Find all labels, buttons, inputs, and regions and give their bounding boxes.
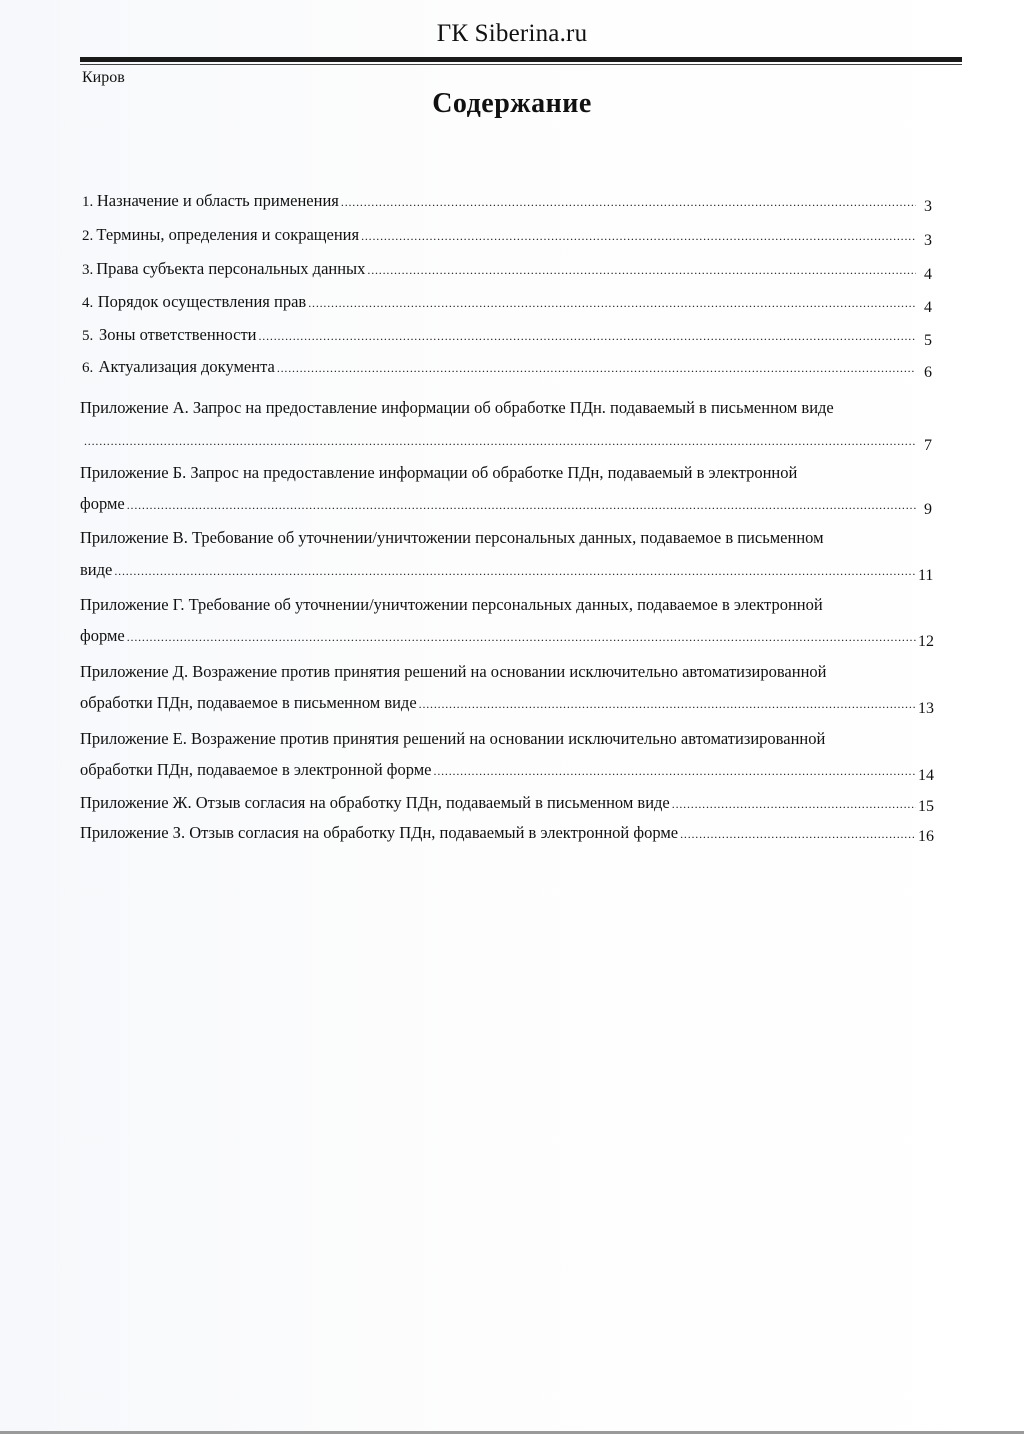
toc-appendix-e-text[interactable]: Приложение Е. Возражение против принятия решений на основании исключительно автоматизированной <box>80 729 826 748</box>
toc-page-number: 16 <box>918 828 934 845</box>
toc-page-number: 13 <box>918 700 934 717</box>
toc-page-number: 12 <box>918 633 934 650</box>
toc-number: 6. <box>82 360 94 376</box>
toc-leader-dots <box>308 292 916 312</box>
toc-leader-dots <box>84 430 916 450</box>
toc-text-continued: форме <box>80 494 125 513</box>
toc-text: Права субъекта персональных данных <box>96 259 366 278</box>
company-header: ГК Siberina.ru <box>436 20 588 47</box>
toc-leader-dots <box>361 225 916 245</box>
toc-number: 3. <box>82 262 94 278</box>
toc-leader-dots <box>114 560 916 580</box>
toc-leader-dots <box>277 357 916 377</box>
toc-page-number: 6 <box>924 364 932 381</box>
toc-appendix-b-text[interactable]: Приложение Б. Запрос на предоставление информации об обработке ПДн, подаваемый в электронной <box>80 463 798 482</box>
toc-page-number: 3 <box>924 232 932 249</box>
toc-text: Назначение и область применения <box>96 191 339 210</box>
toc-appendix-a[interactable] <box>82 430 932 454</box>
toc-appendix-e[interactable] <box>80 760 934 784</box>
toc-entry-6[interactable] <box>82 357 932 381</box>
toc-appendix-v[interactable] <box>80 560 934 584</box>
toc-number: 2. <box>82 228 94 244</box>
toc-appendix-a-text[interactable]: Приложение А. Запрос на предоставление информации об обработке ПДн. подаваемый в письменном виде <box>80 398 834 417</box>
toc-text: Порядок осуществления прав <box>97 292 307 311</box>
toc-leader-dots <box>127 494 916 514</box>
toc-entry-5[interactable] <box>82 325 932 349</box>
toc-page-number: 11 <box>918 567 934 584</box>
toc-text-continued: форме <box>80 626 125 645</box>
toc-leader-dots <box>127 626 916 646</box>
toc-appendix-d[interactable] <box>80 693 934 717</box>
toc-entry-4[interactable] <box>82 292 932 316</box>
toc-page-number: 4 <box>924 299 932 316</box>
city-label: Киров <box>82 69 125 86</box>
toc-text: Приложение З. Отзыв согласия на обработку ПДн, подаваемый в электронной форме <box>80 823 679 842</box>
toc-appendix-b[interactable] <box>80 494 932 518</box>
toc-page-number: 15 <box>918 798 934 815</box>
toc-number: 1. <box>82 194 94 210</box>
toc-text: Актуализация документа <box>98 357 275 376</box>
toc-entry-1[interactable] <box>82 191 932 215</box>
toc-entry-3[interactable] <box>82 259 932 283</box>
toc-text: Термины, определения и сокращения <box>96 225 360 244</box>
toc-leader-dots <box>367 259 916 279</box>
toc-leader-dots <box>434 760 916 780</box>
toc-number: 4. <box>82 295 94 311</box>
toc-page-number: 5 <box>924 332 932 349</box>
toc-page-number: 4 <box>924 266 932 283</box>
toc-appendix-v-text[interactable]: Приложение В. Требование об уточнении/уничтожении персональных данных, подаваемое в письменном <box>80 528 824 547</box>
toc-leader-dots <box>341 191 916 211</box>
toc-text: Приложение Ж. Отзыв согласия на обработку ПДн, подаваемый в письменном виде <box>80 793 670 812</box>
toc-appendix-g-text[interactable]: Приложение Г. Требование об уточнении/уничтожении персональных данных, подаваемое в электронной <box>80 595 823 614</box>
toc-page-number: 3 <box>924 198 932 215</box>
toc-text-continued: обработки ПДн, подаваемое в электронной форме <box>80 760 432 779</box>
toc-text: Зоны ответственности <box>99 325 257 344</box>
toc-page-number: 7 <box>924 437 932 454</box>
toc-appendix-g[interactable] <box>80 626 934 650</box>
toc-appendix-zh[interactable] <box>80 793 932 813</box>
toc-text-continued: обработки ПДн, подаваемое в письменном виде <box>80 693 417 712</box>
toc-leader-dots <box>419 693 916 713</box>
toc-entry-2[interactable] <box>82 225 932 249</box>
toc-page-number: 14 <box>918 767 934 784</box>
page-title: Содержание <box>432 88 592 119</box>
toc-leader-dots <box>680 823 916 843</box>
toc-text-continued: виде <box>80 560 113 579</box>
toc-appendix-d-text[interactable]: Приложение Д. Возражение против принятия решений на основании исключительно автоматизированной <box>80 662 827 681</box>
toc-number: 5. <box>82 328 94 344</box>
toc-leader-dots <box>672 793 916 813</box>
toc-page-number: 9 <box>924 501 932 518</box>
toc-leader-dots <box>259 325 917 345</box>
toc-appendix-z[interactable] <box>80 823 932 843</box>
